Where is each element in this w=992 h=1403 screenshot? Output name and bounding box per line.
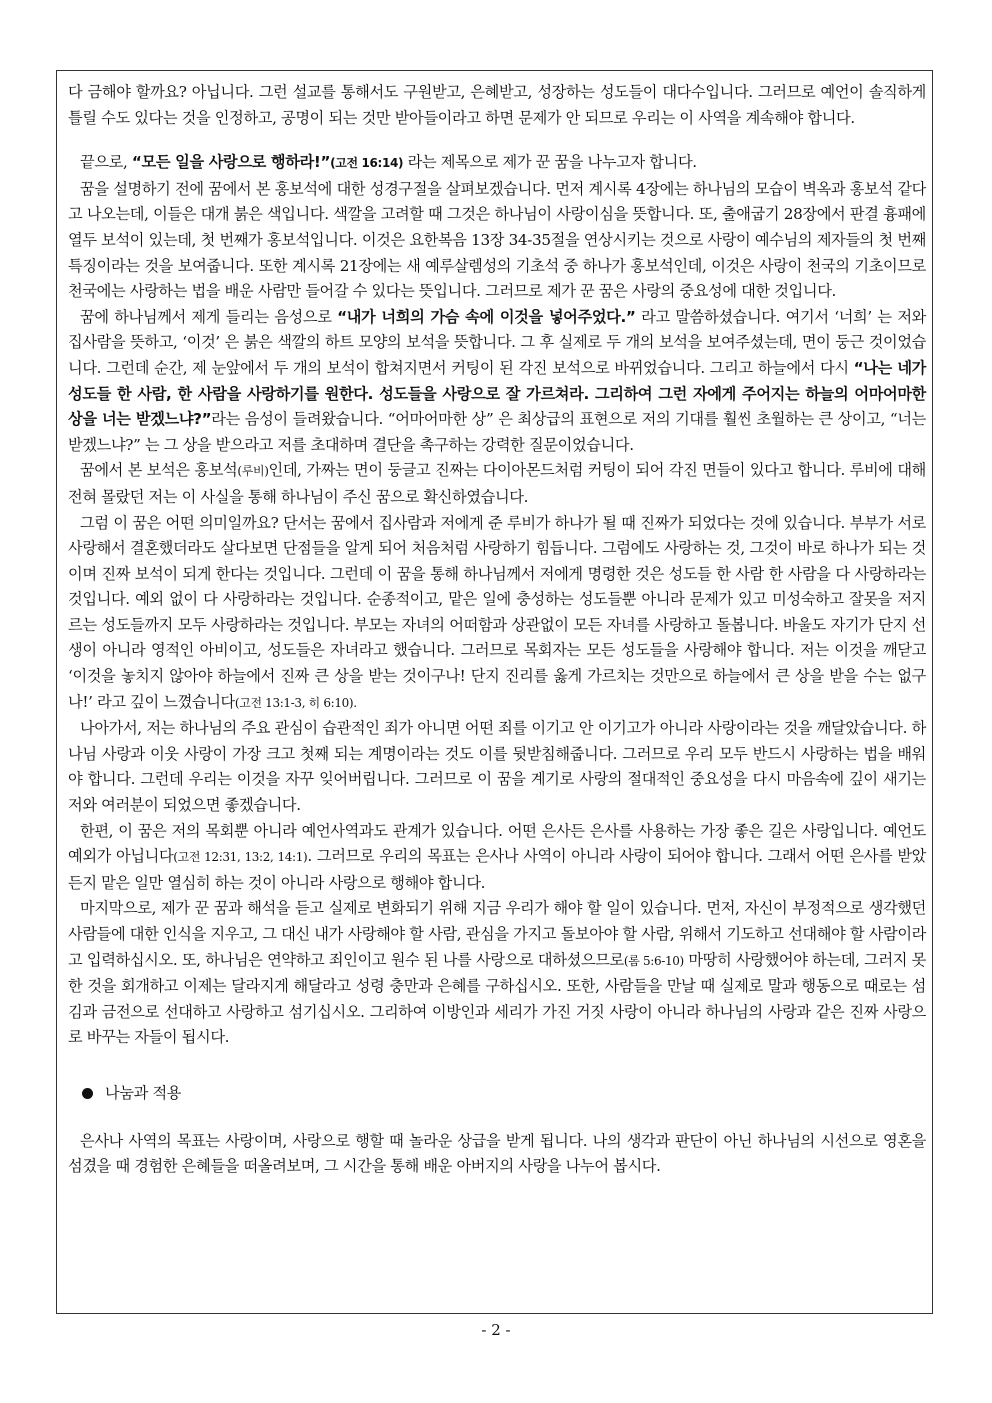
paragraph-9-reference: (롬 5:6-10) <box>623 953 684 968</box>
paragraph-7-text: 나아가서, 저는 하나님의 주요 관심이 습관적인 죄가 아니면 어떤 죄를 이기고 안 이기고가 아니라 사랑이라는 것을 깨달았습니다. 하나님 사랑과 이웃 사랑이 가장 크고 첫째 되는 계명이라는 것도 이를 뒷받침해줍니다. 그러므로 우리 모두 반드시 사랑하는 법을 배워야 합니다. 그런데 우리는 이것을 자꾸 잊어버립니다. 그러므로 이 꿈을 계기로 사랑의 절대적인 중요성을 다시 마음속에 깊이 새기는 저와 여러분이 되었으면 좋겠습니다. <box>68 719 926 815</box>
sermon-title-reference: (고전 16:14) <box>330 156 404 171</box>
paragraph-9 <box>68 896 926 1051</box>
paragraph-4-text-b: 라고 말씀하셨습니다. 여기서 ‘너희’ 는 저와 집사람을 뜻하고, ‘이것’ 은 붉은 색깔의 하트 모양의 보석을 뜻합니다. 그 후 실제로 두 개의 보석을 보여주셨는데, 면이 둥근 것이었습니다. 그런데 순간, 제 눈앞에서 두 개의 보석이 합쳐지면서 커팅이 된 각진 보석으로 바뀌었습니다. 그리고 하늘에서 다시 <box>68 307 926 377</box>
closing-text: 은사나 사역의 목표는 사랑이며, 사랑으로 행할 때 놀라운 상급을 받게 됩니다. 나의 생각과 판단이 아닌 하나님의 시선으로 영혼을 섬겼을 때 경험한 은혜들을 떠올려보며, 그 시간을 통해 배운 아버지의 사랑을 나누어 봅시다. <box>68 1131 926 1176</box>
paragraph-2 <box>68 150 926 177</box>
paragraph-5-text-a: 꿈에서 본 보석은 홍보석 <box>80 461 238 480</box>
closing-paragraph <box>68 1129 926 1180</box>
god-voice-quote-1: “내가 너희의 가슴 속에 이것을 넣어주었다.” <box>337 307 636 326</box>
paragraph-1-text: 다 금해야 할까요? 아닙니다. 그런 설교를 통해서도 구원받고, 은혜받고, 성장하는 성도들이 대다수입니다. 그러므로 예언이 솔직하게 틀릴 수도 있다는 것을 인정하고, 공명이 되는 것만 받아들이라고 하면 문제가 안 되므로 우리는 이 사역을 계속해야 합니다. <box>68 83 926 127</box>
paragraph-6 <box>68 511 926 717</box>
bullet-circle-icon <box>82 1088 93 1099</box>
paragraph-4-text-a: 꿈에 하나님께서 제게 들리는 음성으로 <box>80 307 338 326</box>
paragraph-9-text-b: 마땅히 사랑했어야 하는데, 그러지 못한 것을 회개하고 이제는 달라지게 해달라고 성령 충만과 은혜를 구하십시오. 또한, 사람들을 만날 때 실제로 말과 행동으로 때로는 섬김과 금전으로 선대하고 사랑하고 섬기십시오. 그리하여 이방인과 세리가 가진 거짓 사랑이 아니라 하나님의 사랑과 같은 진짜 사랑으로 바꾸는 자들이 됩시다. <box>68 950 926 1047</box>
document-body <box>68 80 926 1180</box>
paragraph-4 <box>68 305 926 459</box>
paragraph-8-text-a: 한편, 이 꿈은 저의 목회뿐 아니라 예언사역과도 관계가 있습니다. 어떤 은사든 은사를 사용하는 가장 좋은 길은 사랑입니다. 예언도 예외가 아닙니다 <box>68 821 926 866</box>
paragraph-3 <box>68 177 926 305</box>
paragraph-3-text: 꿈을 설명하기 전에 꿈에서 본 홍보석에 대한 성경구절을 살펴보겠습니다. 먼저 계시록 4장에는 하나님의 모습이 벽옥과 홍보석 같다고 나오는데, 이들은 대개 붉은 색입니다. 색깔을 고려할 때 그것은 하나님이 사랑이심을 뜻합니다. 또, 출애굽기 28장에서 판결 흉패에 열두 보석이 있는데, 첫 번째가 홍보석입니다. 이것은 요한복음 13장 34-35절을 연상시키는 것으로 사랑이 예수님의 제자들의 첫 번째 특징이라는 것을 보여줍니다. 또한 계시록 21장에는 새 예루살렘성의 기초석 중 하나가 홍보석인데, 이것은 사랑이 천국의 기초이므로 천국에는 사랑하는 법을 배운 사람만 들어갈 수 있다는 뜻입니다. 그러므로 제가 꾼 꿈은 사랑의 중요성에 대한 것입니다. <box>68 179 926 301</box>
paragraph-5-text-b: 인데, 가짜는 면이 둥글고 진짜는 다이아몬드처럼 커팅이 되어 각진 면들이 있다고 합니다. 루비에 대해 전혀 몰랐던 저는 이 사실을 통해 하나님이 주신 꿈으로 확신하였습니다. <box>68 461 926 506</box>
paragraph-6-text: 그럼 이 꿈은 어떤 의미일까요? 단서는 꿈에서 집사람과 저에게 준 루비가 하나가 될 때 진짜가 되었다는 것에 있습니다. 부부가 서로 사랑해서 결혼했더라도 살다보면 단점들을 알게 되어 처음처럼 사랑하기 힘듭니다. 그럼에도 사랑하는 것, 그것이 바로 하나가 되는 것이며 진짜 보석이 되게 한다는 것입니다. 그런데 이 꿈을 통해 하나님께서 저에게 명령한 것은 성도들 한 사람 한 사람을 다 사랑하라는 것입니다. 예외 없이 다 사랑하라는 것입니다. 순종적이고, 맡은 일에 충성하는 성도들뿐 아니라 문제가 있고 미성숙하고 잘못을 저지르는 성도들까지 모두 사랑하라는 것입니다. 부모는 자녀의 어떠함과 상관없이 모든 자녀를 사랑하고 돌봅니다. 바울도 자기가 단지 선생이 아니라 영적인 아비이고, 성도들은 자녀라고 했습니다. 그러므로 목회자는 모든 성도들을 사랑해야 합니다. 저는 이것을 깨닫고 ‘이것을 놓치지 않아야 하늘에서 진짜 큰 상을 받는 것이구나! 단지 진리를 옳게 가르치는 것만으로 하늘에서 큰 상을 받을 수는 없구나!’ 라고 깊이 느꼈습니다 <box>68 513 926 711</box>
page-number: - 2 - <box>481 1321 511 1339</box>
paragraph-7 <box>68 716 926 818</box>
paragraph-8 <box>68 819 926 897</box>
section-title: 나눔과 적용 <box>105 1083 182 1102</box>
paragraph-8-text-b: . 그러므로 우리의 목표는 은사나 사역이 아니라 사랑이 되어야 합니다. 그래서 어떤 은사를 받았든지 맡은 일만 열심히 하는 것이 아니라 사랑으로 행해야 합니다. <box>68 847 926 892</box>
paragraph-2-text: 끝으로, <box>80 153 132 172</box>
paragraph-4-text-c: 라는 음성이 들려왔습니다. “어마어마한 상” 은 최상급의 표현으로 저의 기대를 훨씬 초월하는 큰 상이고, “너는 받겠느냐?” 는 그 상을 받으라고 저를 초대하며 결단을 촉구하는 강력한 질문이었습니다. <box>68 410 926 454</box>
paragraph-1 <box>68 80 926 131</box>
paragraph-9-text-a: 마지막으로, 제가 꾼 꿈과 해석을 듣고 실제로 변화되기 위해 지금 우리가 해야 할 일이 있습니다. 먼저, 자신이 부정적으로 생각했던 사람들에 대한 인식을 지우고, 그 대신 내가 사랑해야 할 사람, 관심을 가지고 돌보아야 할 사람, 위해서 기도하고 선대해야 할 사람이라고 입력하십시오. 또, 하나님은 연약하고 죄인이고 원수 된 나를 사랑으로 대하셨으므로 <box>68 899 926 969</box>
sermon-title-quote: “모든 일을 사랑으로 행하라!” <box>131 153 331 172</box>
paragraph-2-tail: 라는 제목으로 제가 꾼 꿈을 나누고자 합니다. <box>403 153 697 172</box>
paragraph-5 <box>68 458 926 510</box>
section-heading <box>68 1081 926 1107</box>
paragraph-6-reference: (고전 13:1-3, 히 6:10). <box>234 695 357 710</box>
paragraph-5-note: (루비) <box>237 464 269 479</box>
god-voice-quote-2: “나는 네가 성도들 한 사람, 한 사람을 사랑하기를 원한다. 성도들을 사랑으로 잘 가르쳐라. 그리하여 그런 자에게 주어지는 하늘의 어마어마한 상을 너는 받겠느냐?” <box>68 358 927 429</box>
paragraph-8-reference: (고전 12:31, 13:2, 14:1) <box>173 850 308 865</box>
